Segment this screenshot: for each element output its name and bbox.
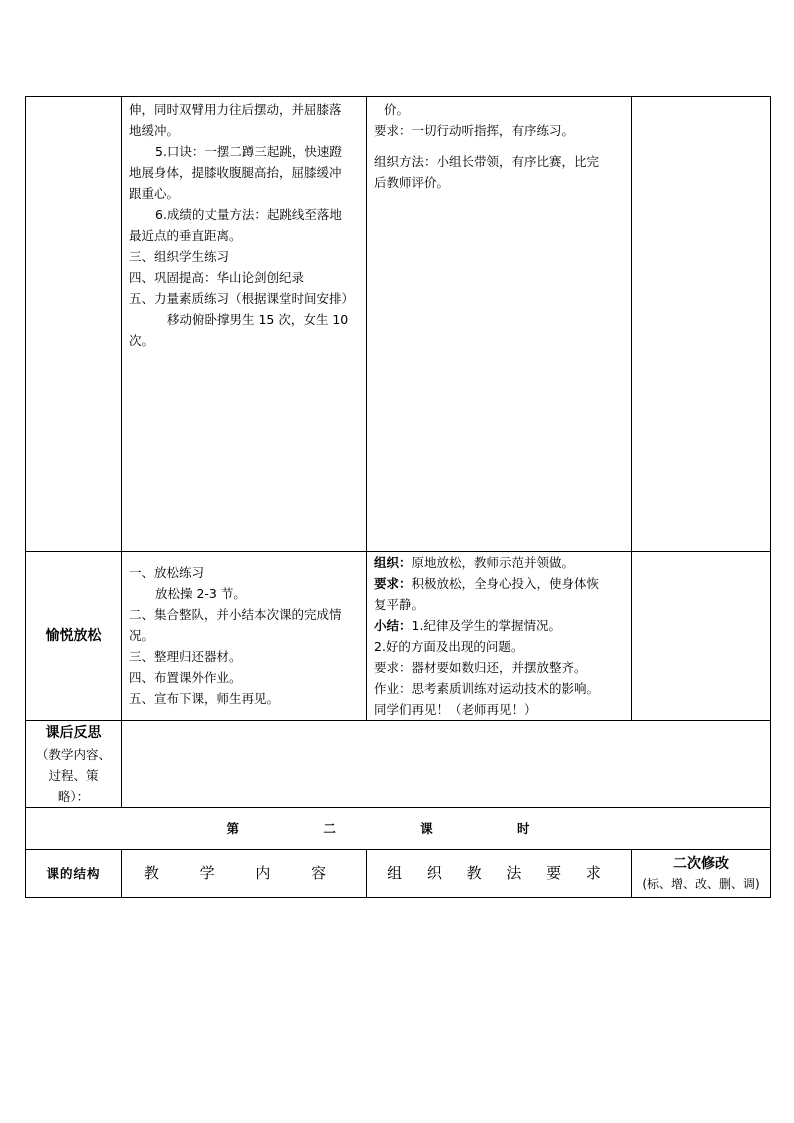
content-line: 三、整理归还器材。 <box>129 649 242 664</box>
req-text: 积极放松，全身心投入，使身体恢 <box>411 576 600 591</box>
summary-label: 小结： <box>374 618 412 633</box>
homework-line: 作业：思考素质训练对运动技术的影响。 <box>374 681 600 696</box>
header-row <box>26 850 771 898</box>
practice-method-cell <box>367 97 632 552</box>
content-line: 四、巩固提高：华山论剑创纪录 <box>129 270 305 285</box>
org-label: 组织： <box>374 555 412 570</box>
org-text: 原地放松，教师示范并领做。 <box>411 555 575 570</box>
reflection-note: 过程、策 <box>48 768 99 783</box>
equipment-line: 要求：器材要如数归还，并摆放整齐。 <box>374 660 587 675</box>
content-line: 四、布置课外作业。 <box>129 670 242 685</box>
content-line: 最近点的垂直距离。 <box>129 228 242 243</box>
goodbye-line: 同学们再见！（老师再见！） <box>374 702 537 717</box>
content-line: 次。 <box>129 333 155 348</box>
reflection-title: 课后反思 <box>45 725 102 741</box>
relax-row <box>26 552 771 721</box>
content-line: 放松操 2-3 节。 <box>155 586 246 601</box>
lesson-plan-table <box>25 96 771 898</box>
header-content: 教 学 内 容 <box>143 864 345 882</box>
second-lesson-row <box>26 808 771 850</box>
relax-method-cell <box>367 552 632 721</box>
structure-cell-empty <box>26 97 122 552</box>
header-structure: 课的结构 <box>26 850 122 898</box>
reflection-input-area[interactable] <box>122 721 771 808</box>
content-line: 一、放松练习 <box>129 565 205 580</box>
content-line: 5.口诀：一摆二蹲三起跳，快速蹬 <box>155 144 342 159</box>
method-line: 价。 <box>384 102 410 117</box>
method-line: 后教师评价。 <box>374 175 450 190</box>
header-revise-title: 二次修改 <box>673 855 729 872</box>
content-line: 跟重心。 <box>129 186 180 201</box>
method-line: 要求：一切行动听指挥，有序练习。 <box>374 123 575 138</box>
content-line: 移动俯卧撑男生 15 次，女生 10 <box>167 312 349 327</box>
content-line: 三、组织学生练习 <box>129 249 230 264</box>
header-revise-cell <box>632 850 771 898</box>
header-content-cell <box>122 850 367 898</box>
second-lesson-title: 第 二 课 时 <box>26 808 771 850</box>
reflection-note: （教学内容、 <box>35 747 111 762</box>
header-revise-sub: (标、增、改、删、调) <box>642 876 760 891</box>
header-method: 组 织 教 法 要 求 <box>387 864 611 882</box>
relax-section-cell <box>26 552 122 721</box>
revise-cell-empty <box>632 97 771 552</box>
content-line: 伸，同时双臂用力往后摆动，并屈膝落 <box>129 102 342 117</box>
req-text-cont: 复平静。 <box>374 597 425 612</box>
content-line: 地缓冲。 <box>129 123 180 138</box>
revise-cell-empty <box>632 552 771 721</box>
summary-text: 1.纪律及学生的掌握情况。 <box>411 618 561 633</box>
reflection-row <box>26 721 771 808</box>
method-line: 组织方法：小组长带领，有序比赛，比完 <box>374 154 600 169</box>
practice-row <box>26 97 771 552</box>
content-line: 地展身体，提膝收腹腿高抬，屈膝缓冲 <box>129 165 342 180</box>
reflection-note: 略）： <box>57 789 90 804</box>
header-method-cell <box>367 850 632 898</box>
relax-content-cell <box>122 552 367 721</box>
summary-text-cont: 2.好的方面及出现的问题。 <box>374 639 524 654</box>
content-line: 五、宣布下课，师生再见。 <box>129 691 280 706</box>
req-label: 要求： <box>374 576 412 591</box>
content-line: 6.成绩的丈量方法：起跳线至落地 <box>155 207 342 222</box>
section-title: 愉悦放松 <box>45 628 102 644</box>
reflection-label-cell <box>26 721 122 808</box>
content-line: 况。 <box>129 628 155 643</box>
content-line: 二、集合整队，并小结本次课的完成情 <box>129 607 342 622</box>
practice-content-cell <box>122 97 367 552</box>
content-line: 五、力量素质练习（根据课堂时间安排） <box>129 291 355 306</box>
